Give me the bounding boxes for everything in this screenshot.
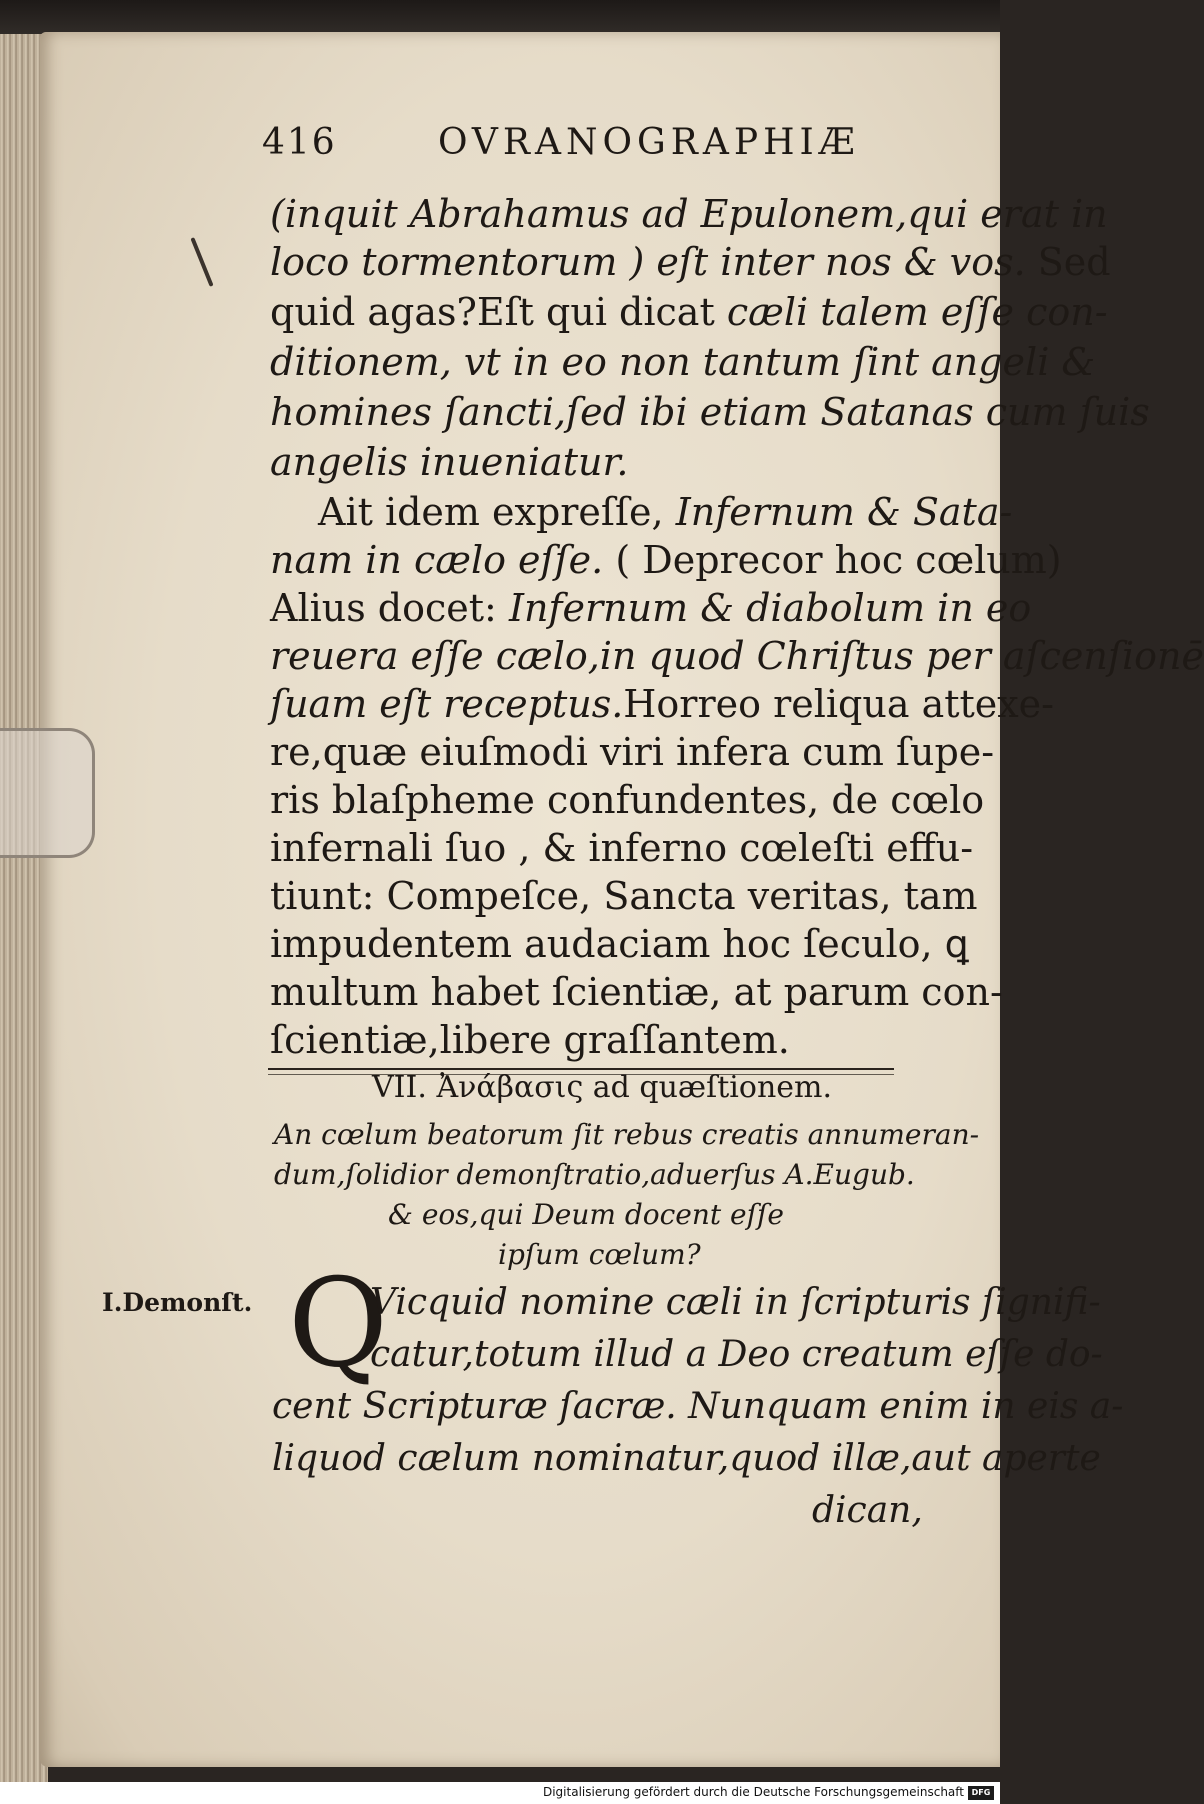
demonstration-line-3: cent Scripturæ ſacræ. Nunquam enim in eis a- — [272, 1386, 1124, 1427]
demonstration-line-1: Vicquid nomine cæli in ſcripturis ſignifi- — [370, 1282, 1101, 1323]
text-line-9 — [270, 586, 1031, 630]
text-line-14: infernali ſuo , & inferno cœleſti effu- — [270, 826, 974, 870]
text-line-8 — [270, 538, 1062, 582]
text-line-8-roman: ( Deprecor hoc cœlum) — [603, 538, 1062, 582]
text-line-4: ditionem, vt in eo non tantum ſint angeli & — [270, 340, 1096, 384]
text-line-17: multum habet ſcientiæ, at parum con- — [270, 970, 1003, 1014]
text-line-7-italic: Infernum & Sata- — [675, 490, 1013, 534]
text-line-18: ſcientiæ,libere graſſantem. — [270, 1018, 790, 1062]
demonstration-line-2: catur,totum illud a Deo creatum eſſe do- — [370, 1334, 1103, 1375]
running-title: OVRANOGRAPHIÆ — [438, 122, 860, 163]
text-line-9-italic: Infernum & diabolum in eo — [508, 586, 1032, 630]
argument-line-4: ipſum cœlum? — [498, 1238, 701, 1271]
demonstration-line-4: liquod cælum nominatur,quod illæ,aut aperte — [272, 1438, 1101, 1479]
text-line-9-roman: Alius docet: — [270, 586, 509, 630]
text-line-8-italic: nam in cælo eſſe. — [270, 538, 604, 582]
text-line-7 — [318, 490, 1012, 534]
text-line-3-roman: quid agas?Eſt qui dicat — [270, 290, 727, 334]
text-line-11-italic: ſuam eſt receptus. — [270, 682, 624, 726]
text-line-2-roman: Sed — [1025, 240, 1111, 284]
text-line-2-italic: loco tormentorum ) eſt inter nos & vos. — [270, 240, 1026, 284]
catchword: dican, — [812, 1490, 923, 1531]
digitization-credit: Digitalisierung gefördert durch die Deutsche Forschungsgemeinschaft — [542, 1785, 964, 1799]
page-clip — [0, 728, 95, 858]
page-number: 416 — [262, 122, 337, 163]
text-line-2 — [270, 240, 1111, 284]
text-line-10: reuera eſſe cælo,in quod Chriſtus per aſcenſionē — [270, 634, 1204, 678]
dfg-logo: DFG — [968, 1786, 994, 1800]
marginal-note: I.Demonſt. — [102, 1288, 253, 1317]
section-heading: VII. Ἀνάβασις ad quæſtionem. — [372, 1070, 833, 1105]
text-line-16: impudentem audaciam hoc ſeculo, ꝗ — [270, 922, 969, 966]
text-line-11-roman: Horreo reliqua attexe- — [623, 682, 1055, 726]
text-line-3-italic: cæli talem eſſe con- — [726, 290, 1108, 334]
text-line-12: re,quæ eiuſmodi viri infera cum ſupe- — [270, 730, 995, 774]
text-line-3 — [270, 290, 1108, 334]
text-line-15: tiunt: Compeſce, Sancta veritas, tam — [270, 874, 978, 918]
text-line-1: (inquit Abrahamus ad Epulonem,qui erat in — [270, 192, 1108, 236]
text-line-6: angelis inueniatur. — [270, 440, 629, 484]
argument-line-2: dum,ſolidior demonſtratio,aduerſus A.Eugub. — [274, 1158, 915, 1191]
argument-line-3: & eos,qui Deum docent eſſe — [388, 1198, 784, 1231]
text-line-5: homines ſancti,ſed ibi etiam Satanas cum ſuis — [270, 390, 1150, 434]
text-line-13: ris blaſpheme confundentes, de cœlo — [270, 778, 985, 822]
text-line-11 — [270, 682, 1054, 726]
text-line-7-roman: Ait idem expreſſe, — [318, 490, 676, 534]
drop-cap: Q — [288, 1252, 389, 1394]
argument-line-1: An cœlum beatorum ſit rebus creatis annumeran- — [274, 1118, 980, 1151]
